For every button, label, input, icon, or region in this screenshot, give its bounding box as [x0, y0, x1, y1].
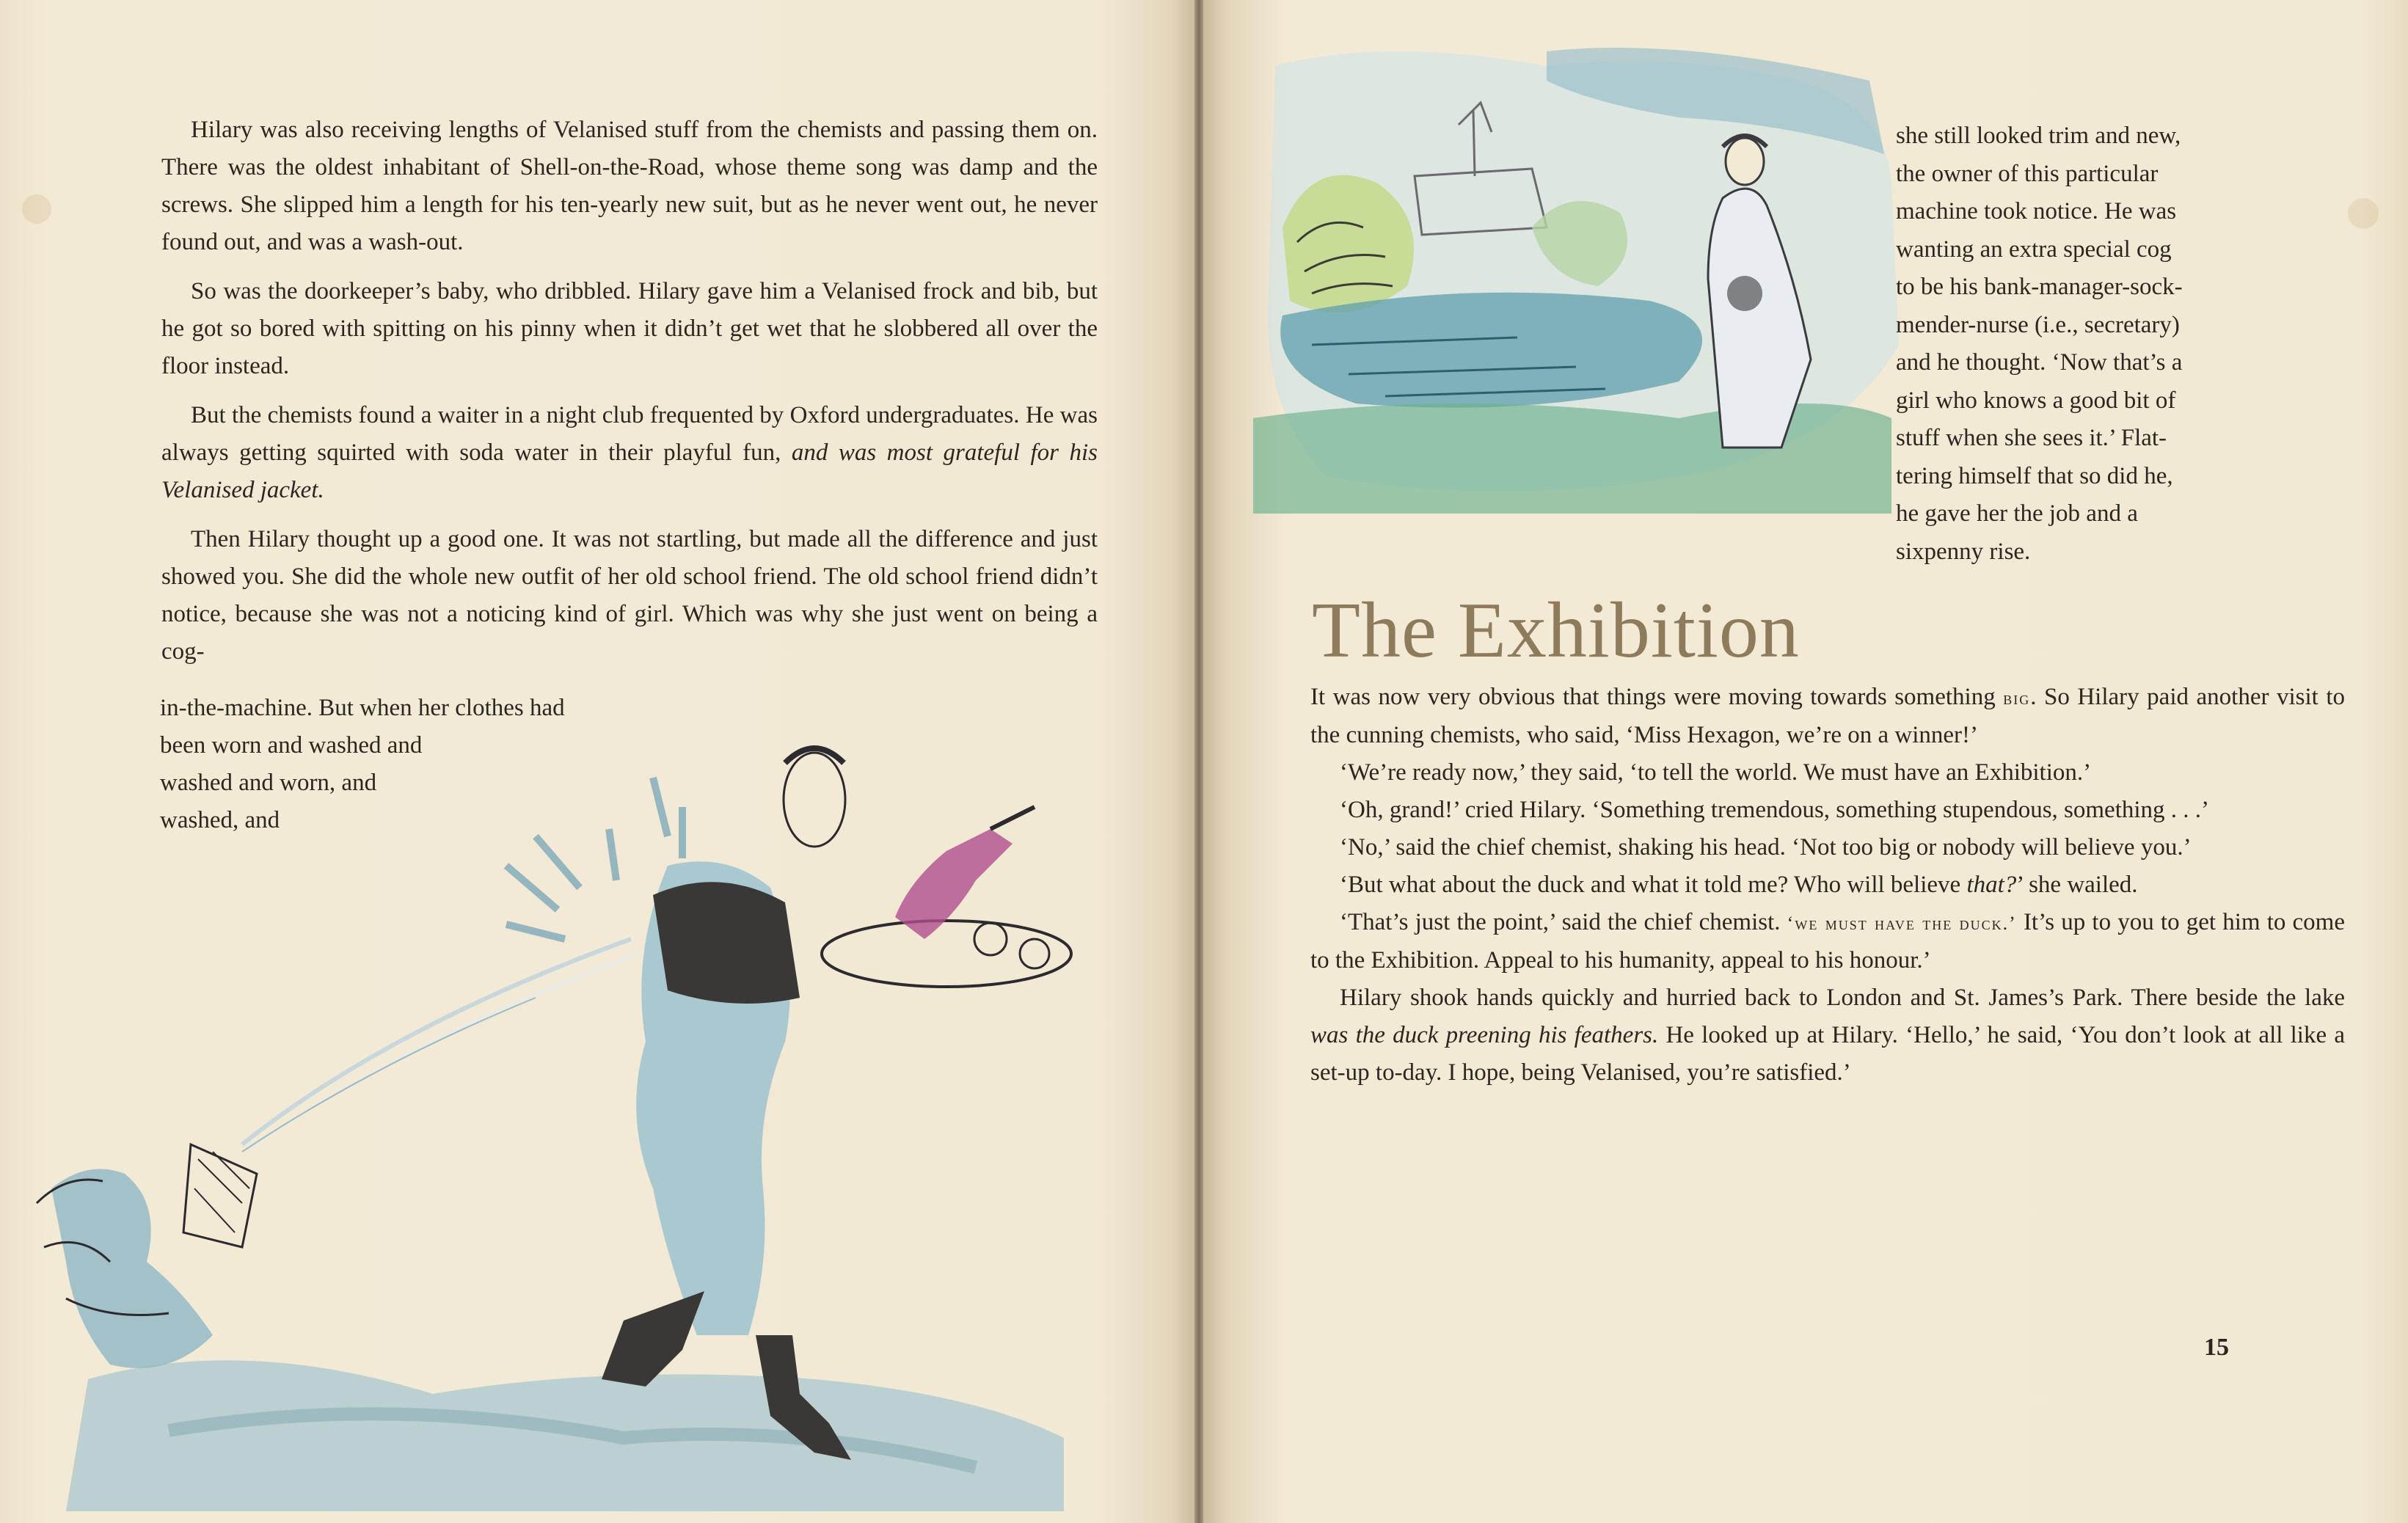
paragraph-text: It’s up to you to get him to come to the Exhibition. Appeal to his humanity, appeal to his honour.’ [1310, 909, 2345, 974]
paragraph-text: It was now very obvious that things were moving towards something [1310, 684, 2004, 710]
paragraph: ‘We’re ready now,’ they said, ‘to tell the world. We must have an Exhibition.’ [1340, 759, 2092, 786]
paragraph: Hilary was also receiving lengths of Velanised stuff from the chemists and passing them on. There was the oldest inhabitant of Shell-on-the-Road, whose theme song was damp and the screws. She slipped him a length for his ten-yearly new suit, but as he never went out, he never found out, and was a wash-out. [161, 117, 1098, 255]
paragraph: So was the doorkeeper’s baby, who dribbled. Hilary gave him a Velanised frock and bib, but he got so bored with spitting on his pinny when it didn’t get wet that he slobbered all over the floor instead. [161, 278, 1098, 379]
paragraph-text: . So Hilary paid another visit to the cunning chemists, who said, ‘Miss Hexagon, we’re on a winner!’ [1310, 684, 2345, 748]
paper-stain [2348, 198, 2379, 229]
paragraph-text: ‘That’s just the point,’ said the chief chemist. [1340, 909, 1787, 935]
text-line: stuff when she sees it.’ Flat- [1896, 425, 2167, 451]
text-line: washed and worn, and [160, 770, 377, 796]
paragraph: Then Hilary thought up a good one. It was not startling, but made all the difference and just showed you. She did the whole new outfit of her old school friend. The old school friend didn’t notice, because she was not a noticing kind of girl. Which was why she just went on being a cog- [161, 526, 1098, 665]
waiter-soda-illustration [22, 734, 1079, 1511]
text-line: girl who knows a good bit of [1896, 387, 2176, 414]
book-gutter [1194, 0, 1203, 1523]
paper-stain [22, 194, 51, 224]
paragraph-text: He looked up at Hilary. ‘Hello,’ he said, ‘You don’t look at all like a set-up to-day. I hope, being Velanised, you’re satisfied.’ [1310, 1022, 2345, 1086]
paragraph-text: ’ she wailed. [2016, 872, 2138, 898]
paragraph: ‘No,’ said the chief chemist, shaking his head. ‘Not too big or nobody will believe you.’ [1340, 834, 2192, 861]
text-line: she still looked trim and new, [1896, 123, 2181, 149]
left-body-text [161, 112, 1098, 682]
text-line: machine took notice. He was [1896, 198, 2177, 224]
park-lake-illustration [1238, 37, 1899, 514]
text-line: wanting an extra special cog [1896, 235, 2172, 263]
paragraph [1310, 979, 2345, 1092]
left-page [0, 0, 1194, 1523]
right-page [1203, 0, 2408, 1523]
italic-phrase: was the duck preening his feathers. [1310, 1022, 1659, 1048]
paragraph: ‘Oh, grand!’ cried Hilary. ‘Something tremendous, something stupendous, something . . .’ [1340, 797, 2210, 823]
text-line: to be his bank-manager-sock- [1896, 274, 2183, 300]
text-line: washed, and [160, 807, 280, 833]
text-line: in-the-machine. But when her clothes had [160, 695, 565, 721]
paragraph [1310, 866, 2345, 904]
text-line: and he thought. ‘Now that’s a [1896, 349, 2183, 376]
italic-word: that? [1966, 872, 2017, 898]
text-line: he gave her the job and a [1896, 500, 2138, 527]
text-line: been worn and washed and [160, 732, 423, 759]
text-line: the owner of this particular [1896, 160, 2159, 187]
paragraph-text: Hilary shook hands quickly and hurried back to London and St. James’s Park. There beside the lake [1340, 985, 2345, 1011]
paragraph [1310, 679, 2345, 754]
text-line: mender-nurse (i.e., secretary) [1896, 311, 2180, 338]
paragraph [161, 397, 1098, 509]
small-caps-word: big [2003, 687, 2031, 709]
paragraph-text: But the chemists found a waiter in a night club frequented by Oxford undergraduates. He was always getting squirted with soda water in their playful fun, [161, 402, 1098, 466]
paragraph [1310, 904, 2345, 979]
italic-phrase: and was most grateful for his Velanised jacket. [161, 439, 1098, 503]
text-line: sixpenny rise. [1896, 538, 2031, 565]
right-column-text [1896, 117, 2197, 571]
chapter-heading: The Exhibition [1312, 587, 1800, 674]
paragraph-text: ‘But what about the duck and what it told me? Who will believe [1340, 872, 1967, 898]
text-line: tering himself that so did he, [1896, 462, 2173, 489]
page-number: 15 [2204, 1334, 2229, 1361]
right-body-text [1310, 679, 2345, 1092]
small-caps-phrase: ‘we must have the duck.’ [1787, 913, 2017, 934]
